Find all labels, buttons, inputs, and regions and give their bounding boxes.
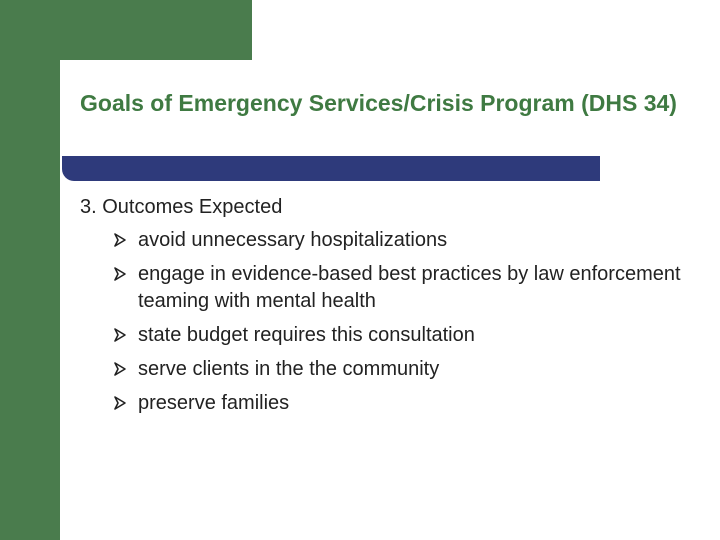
- arrow-bullet-icon: [112, 395, 128, 411]
- list-item: [112, 261, 700, 315]
- arrow-bullet-icon: [112, 266, 128, 282]
- top-accent-block: [0, 0, 252, 60]
- slide-title: Goals of Emergency Services/Crisis Program (DHS 34): [80, 90, 677, 116]
- left-accent-bar: [0, 0, 60, 540]
- list-item: [112, 390, 700, 417]
- list-item: [112, 227, 700, 254]
- title-underline-bar: [62, 156, 600, 181]
- slide-body: [80, 194, 700, 424]
- bullet-text: engage in evidence-based best practices by law enforcement teaming with mental health: [138, 263, 681, 312]
- bullet-text: avoid unnecessary hospitalizations: [138, 229, 448, 251]
- arrow-bullet-icon: [112, 232, 128, 248]
- arrow-bullet-icon: [112, 361, 128, 377]
- list-item: [112, 322, 700, 349]
- bullet-text: state budget requires this consultation: [138, 324, 475, 346]
- arrow-bullet-icon: [112, 327, 128, 343]
- bullet-list: [80, 227, 700, 417]
- section-heading: 3. Outcomes Expected: [80, 196, 283, 218]
- list-item: [112, 356, 700, 383]
- bullet-text: preserve families: [138, 392, 290, 414]
- bullet-text: serve clients in the the community: [138, 358, 440, 380]
